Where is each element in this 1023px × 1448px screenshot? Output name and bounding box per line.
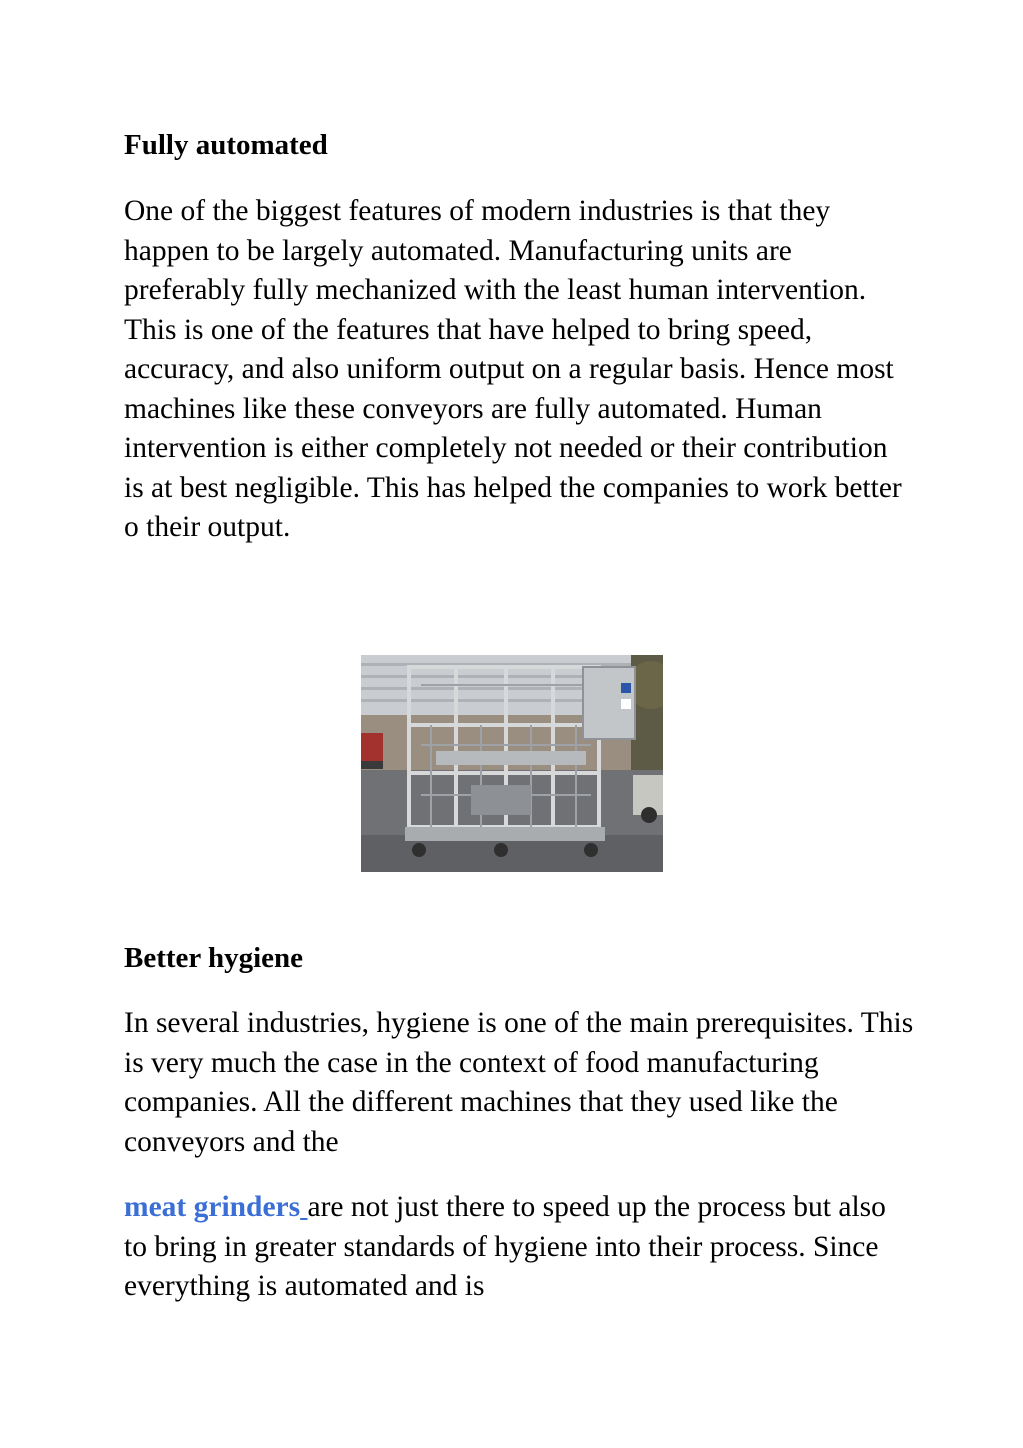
meat-grinders-link[interactable]: meat grinders [124,1191,301,1223]
section-heading-better-hygiene: Better hygiene [124,942,304,974]
paragraph-after-link: are not just there to speed up the process but also to bring in greater standards of hygiene into their process. Since everything is automated and is [124,1191,886,1302]
section-paragraph-better-hygiene: In several industries, hygiene is one of the main prerequisites. This is very much the case in the context of food manufacturing companies. All the different machines that they used like the conveyors and the [124,1007,914,1158]
link-trailing-space [300,1191,307,1223]
conveyor-machine-photo [361,655,663,872]
conveyor-machine-illustration [361,655,663,872]
section-paragraph-fully-automated: One of the biggest features of modern industries is that they happen to be largely automated. Manufacturing units are preferably fully mechanized with the least human intervention. This is one of the features that have helped to bring speed, accuracy, and also uniform output on a regular basis. Hence most machines like these conveyors are fully automated. Human intervention is either completely not needed or their contribution is at best negligible. This has helped the companies to work better o their output. [124,195,902,543]
section-paragraph-continued [124,1188,914,1307]
section-heading-fully-automated: Fully automated [124,129,328,161]
